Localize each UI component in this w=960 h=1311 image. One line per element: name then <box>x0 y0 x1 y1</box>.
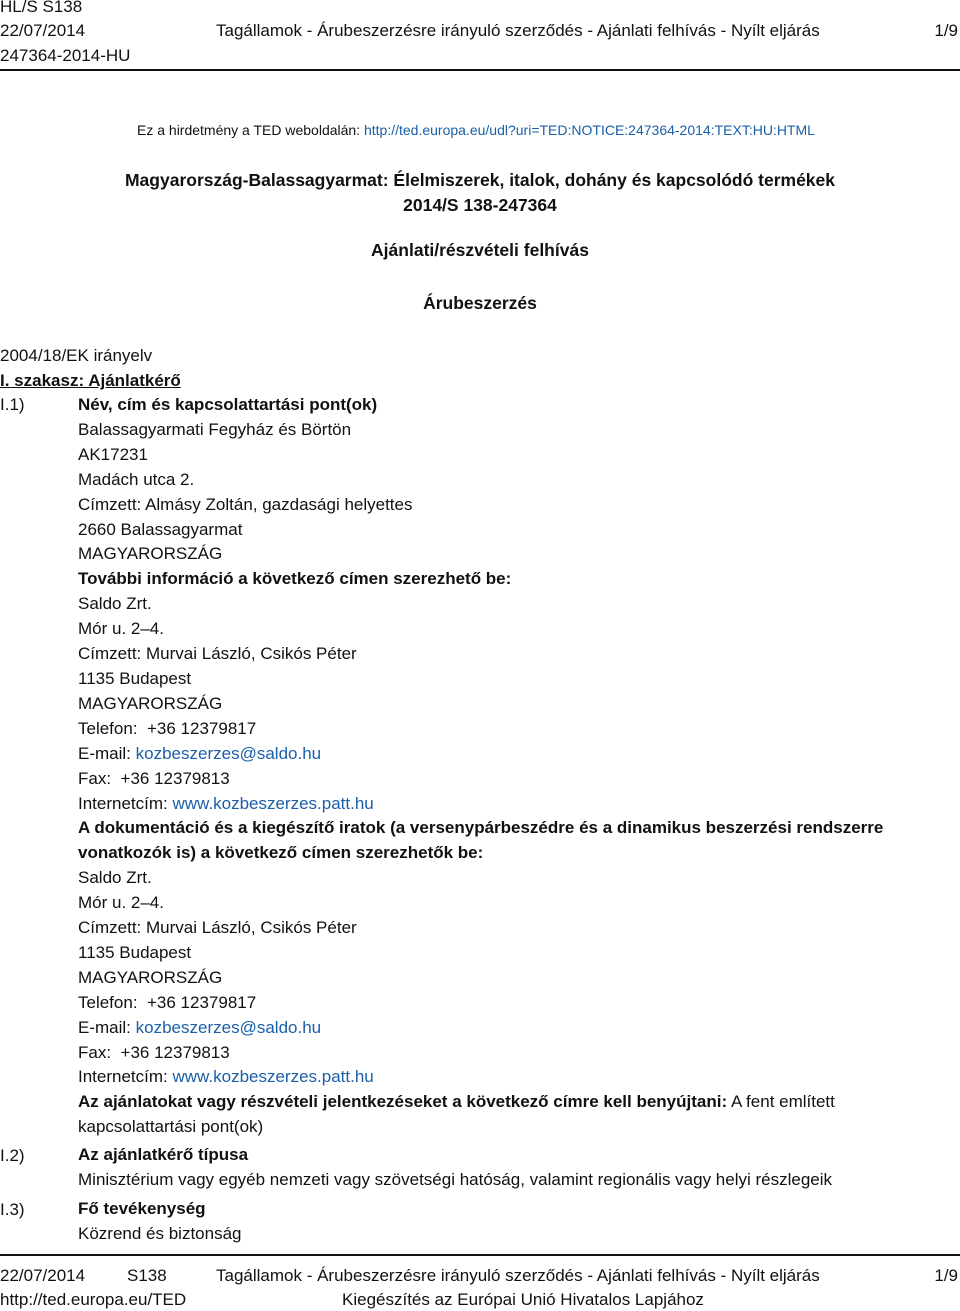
address-line: Saldo Zrt. <box>78 868 152 888</box>
phone-number: +36 12379817 <box>147 718 257 738</box>
address-line: MAGYARORSZÁG <box>78 693 223 713</box>
email-line: E-mail: kozbeszerzes@saldo.hu <box>78 1017 322 1037</box>
fax-line: Fax: +36 12379813 <box>78 768 230 788</box>
address-line: Mór u. 2–4. <box>78 619 164 639</box>
ted-line <box>137 122 815 138</box>
address-line: Mór u. 2–4. <box>78 893 164 913</box>
footer-supplement: Kiegészítés az Európai Unió Hivatalos Lapjához <box>342 1290 704 1309</box>
footer-date: 22/07/2014 <box>0 1266 86 1285</box>
phone-line: Telefon: +36 12379817 <box>78 992 257 1012</box>
section-number-i1: I.1) <box>0 395 25 414</box>
address-line: Címzett: Murvai László, Csikós Péter <box>78 918 357 938</box>
address-line: Balassagyarmati Fegyház és Börtön <box>78 419 352 439</box>
address-line: Címzett: Murvai László, Csikós Péter <box>78 644 357 664</box>
header-page: 1/9 <box>934 21 958 40</box>
address-line: Madách utca 2. <box>78 469 195 489</box>
procurement-type: Árubeszerzés <box>423 293 537 313</box>
web-line: Internetcím: www.kozbeszerzes.patt.hu <box>78 1067 374 1087</box>
section-heading: I. szakasz: Ajánlatkérő <box>0 371 181 390</box>
section-i3 <box>78 1197 938 1247</box>
phone-line: Telefon: +36 12379817 <box>78 718 257 738</box>
notice-id: 247364-2014-HU <box>0 46 131 65</box>
header-date: 22/07/2014 <box>0 21 86 40</box>
directive: 2004/18/EK irányelv <box>0 346 153 365</box>
footer-rule <box>0 1254 960 1256</box>
notice-number: 2014/S 138-247364 <box>403 195 557 215</box>
footer-series: S138 <box>127 1266 167 1285</box>
email-link[interactable]: kozbeszerzes@saldo.hu <box>135 743 322 763</box>
section-i1 <box>78 393 938 1140</box>
submit-label: Az ajánlatokat vagy részvételi jelentkezéseket a következő címre kell benyújtani: <box>78 1092 728 1112</box>
section-number-i3: I.3) <box>0 1200 25 1219</box>
web-line: Internetcím: www.kozbeszerzes.patt.hu <box>78 793 374 813</box>
address-line: 1135 Budapest <box>78 942 192 962</box>
section-value: Közrend és biztonság <box>78 1223 242 1243</box>
section-i2 <box>78 1143 938 1193</box>
email-line: E-mail: kozbeszerzes@saldo.hu <box>78 743 322 763</box>
phone-number: +36 12379817 <box>147 992 257 1012</box>
address-line: 1135 Budapest <box>78 668 192 688</box>
header-title: Tagállamok - Árubeszerzésre irányuló szerződés - Ajánlati felhívás - Nyílt eljárás <box>216 21 820 40</box>
journal-ref: HL/S S138 <box>0 0 83 16</box>
submit-value: A fent említett kapcsolattartási pont(ok) <box>78 1092 835 1137</box>
web-link[interactable]: www.kozbeszerzes.patt.hu <box>172 793 374 813</box>
section-value: Minisztérium vagy egyéb nemzeti vagy szövetségi hatóság, valamint regionális vagy helyi részlegeik <box>78 1169 833 1189</box>
header-rule <box>0 69 960 71</box>
fax-line: Fax: +36 12379813 <box>78 1042 230 1062</box>
web-link[interactable]: www.kozbeszerzes.patt.hu <box>172 1067 374 1087</box>
ted-prefix: Ez a hirdetmény a TED weboldalán: <box>137 122 361 138</box>
address-line: Címzett: Almásy Zoltán, gazdasági helyettes <box>78 494 413 514</box>
fax-number: +36 12379813 <box>120 768 230 788</box>
notice-title: Magyarország-Balassagyarmat: Élelmiszerek, italok, dohány és kapcsolódó termékek <box>124 170 836 190</box>
section-title: Fő tevékenység <box>78 1199 206 1218</box>
address-line: MAGYARORSZÁG <box>78 967 223 987</box>
section-title: Név, cím és kapcsolattartási pont(ok) <box>78 395 378 414</box>
notice-subtitle: Ajánlati/részvételi felhívás <box>371 240 589 260</box>
fax-number: +36 12379813 <box>120 1042 230 1062</box>
footer-page: 1/9 <box>934 1266 958 1285</box>
section-title: Az ajánlatkérő típusa <box>78 1145 249 1164</box>
address-line: 2660 Balassagyarmat <box>78 519 243 539</box>
ted-link[interactable]: http://ted.europa.eu/udl?uri=TED:NOTICE:247364-2014:TEXT:HU:HTML <box>363 122 815 138</box>
docs-label: A dokumentáció és a kiegészítő iratok (a versenypárbeszédre és a dinamikus beszerzési rendszerre vonatkozók is) a következő címen szerezhetők be: <box>78 818 884 863</box>
address-line: MAGYARORSZÁG <box>78 544 223 564</box>
footer-title: Tagállamok - Árubeszerzésre irányuló szerződés - Ajánlati felhívás - Nyílt eljárás <box>216 1266 820 1285</box>
submit-line <box>78 1090 908 1140</box>
footer-link[interactable]: http://ted.europa.eu/TED <box>0 1290 187 1309</box>
section-number-i2: I.2) <box>0 1146 25 1165</box>
address-line: Saldo Zrt. <box>78 594 152 614</box>
email-link[interactable]: kozbeszerzes@saldo.hu <box>135 1017 322 1037</box>
address-line: AK17231 <box>78 444 148 464</box>
further-info-label: További információ a következő címen szerezhető be: <box>78 569 512 589</box>
